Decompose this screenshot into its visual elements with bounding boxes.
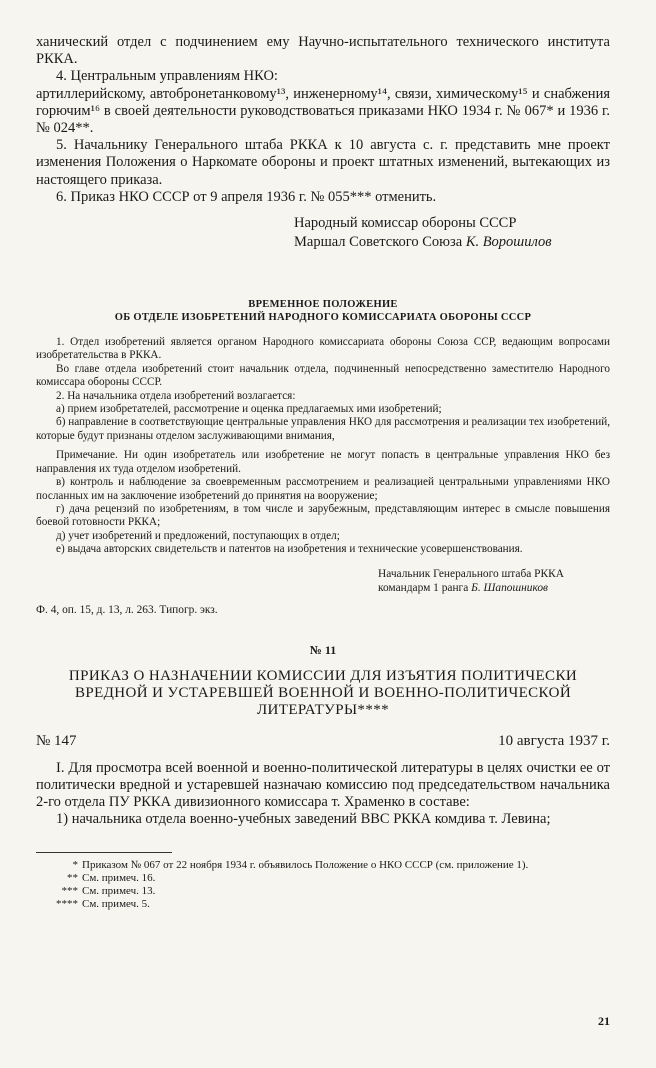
document-page xyxy=(36,34,610,911)
regulation-signature-title: Начальник Генерального штаба РККА xyxy=(378,567,564,580)
order-number: № 147 xyxy=(36,732,77,749)
footnote: * Приказом № 067 от 22 ноября 1934 г. объявилось Положение о НКО СССР (см. приложение 1). xyxy=(72,859,529,872)
signature-name: К. Ворошилов xyxy=(465,234,552,251)
signature-rank: Маршал Советского Союза xyxy=(294,234,463,251)
document-number: № 11 xyxy=(309,642,337,657)
order-title: ПРИКАЗ О НАЗНАЧЕНИИ КОМИССИИ ДЛЯ ИЗЪЯТИЯ ПОЛИТИЧЕСКИ ВРЕДНОЙ И УСТАРЕВШЕЙ ВОЕННОЙ И ВОЕННО-ПОЛИТИЧЕСКОЙ ЛИТЕРАТУРЫ**** xyxy=(68,667,578,718)
regulation-heading: ВРЕМЕННОЕ ПОЛОЖЕНИЕ xyxy=(248,299,398,311)
footnote: *** См. примеч. 13. xyxy=(61,884,156,897)
order-paragraph: I. Для просмотра всей военной и военно-политической литературы в целях очистки ее от политически вредной и устаревшей назначаю комиссию под председательством начальника 2-го отдела ПУ РККА дивизионного комиссара т. Храменко в составе: xyxy=(36,759,610,810)
paragraph-item-4-text: артиллерийскому, автобронетанковому¹³, инженерному¹⁴, связи, химическому¹⁵ и снабжения горючим¹⁶ в своей деятельности руководствоваться приказами НКО 1934 г. № 067* и 1936 г. № 024**. xyxy=(36,85,610,137)
regulation-paragraph: 2. На начальника отдела изобретений возлагается: xyxy=(56,389,296,402)
archive-source: Ф. 4, оп. 15, д. 13, л. 263. Типогр. экз. xyxy=(36,603,218,616)
signature-block xyxy=(294,214,610,252)
regulation-paragraph: г) дача рецензий по изобретениям, в том числе и зарубежным, представляющим интерес в смысле повышения боевой готовности РККА; xyxy=(36,502,610,529)
paragraph-item-4: 4. Центральным управлениям НКО: xyxy=(56,68,278,85)
paragraph-item-5: 5. Начальнику Генерального штаба РККА к 10 августа с. г. представить мне проект изменения Положения о Наркомате обороны и проект штатных изменений, вытекающих из настоящего приказа. xyxy=(36,137,610,188)
regulation-note: Примечание. Ни один изобретатель или изобретение не могут попасть в центральные управления НКО без направления их туда отделом изобретений. xyxy=(36,449,610,475)
regulation-paragraph: а) прием изобретателей, рассмотрение и оценка предлагаемых ими изобретений; xyxy=(56,403,442,416)
signature-title: Народный комиссар обороны СССР xyxy=(294,215,517,232)
order-date: 10 августа 1937 г. xyxy=(498,732,610,749)
footnote: **** См. примеч. 5. xyxy=(56,897,150,910)
regulation-subheading: ОБ ОТДЕЛЕ ИЗОБРЕТЕНИЙ НАРОДНОГО КОМИССАРИАТА ОБОРОНЫ СССР xyxy=(114,312,532,324)
regulation-paragraph: Во главе отдела изобретений стоит начальник отдела, подчиненный непосредственно заместителю Народного комиссара обороны СССР. xyxy=(36,362,610,389)
regulation-signature xyxy=(378,567,610,595)
regulation-signature-name-line xyxy=(378,581,610,595)
order-header xyxy=(36,733,610,750)
paragraph-continuation: ханический отдел с подчинением ему Научно-испытательного технического института РККА. xyxy=(36,34,610,68)
order-paragraph: 1) начальника отдела военно-учебных заведений ВВС РККА комдива т. Левина; xyxy=(56,811,551,828)
regulation-paragraph: е) выдача авторских свидетельств и патентов на изобретения и технические усовершенствования. xyxy=(56,543,523,556)
signature-name-line xyxy=(294,233,610,252)
regulation-paragraph: д) учет изобретений и предложений, поступающих в отдел; xyxy=(56,529,340,542)
footnote-divider xyxy=(36,852,172,853)
regulation-paragraph: 1. Отдел изобретений является органом Народного комиссариата обороны Союза ССР, ведающим вопросами изобретательства в РККА. xyxy=(36,336,610,362)
paragraph-item-6: 6. Приказ НКО СССР от 9 апреля 1936 г. № 055*** отменить. xyxy=(56,188,437,205)
regulation-signature-name: Б. Шапошников xyxy=(471,581,548,594)
regulation-paragraph: б) направление в соответствующие центральные управления НКО для рассмотрения и реализации тех изобретений, которые будут признаны отделом заслуживающими внимания, xyxy=(36,416,610,442)
regulation-signature-rank: командарм 1 ранга xyxy=(378,581,469,594)
regulation-body xyxy=(36,336,610,557)
footnote: ** См. примеч. 16. xyxy=(67,872,156,885)
footnotes xyxy=(36,859,610,910)
page-number: 21 xyxy=(598,1014,610,1028)
regulation-paragraph: в) контроль и наблюдение за своевременным рассмотрением и реализацией центральными управлениями НКО посланных им на заключение изобретений до принятия на вооружение; xyxy=(36,476,610,502)
